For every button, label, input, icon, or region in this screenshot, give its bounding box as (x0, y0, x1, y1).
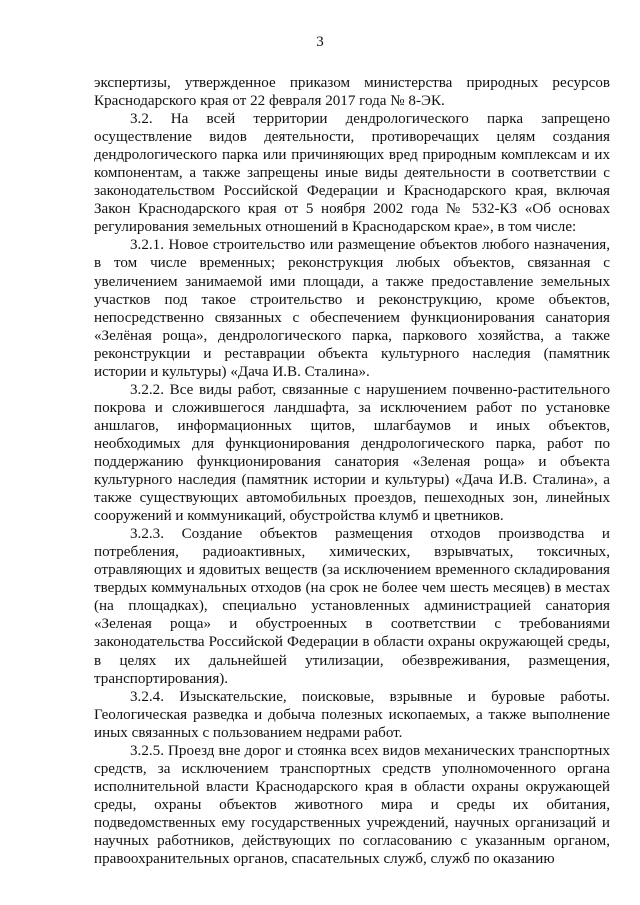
paragraph-3-2-5: 3.2.5. Проезд вне дорог и стоянка всех видов механических транспортных средств, за исключением транспортных средств уполномоченного органа исполнительной власти Краснодарского края в области охраны окружающей среды, охраны объектов животного мира и среды их обитания, подведомственных ему государственных учреждений, научных организаций и научных работников, действующих по согласованию с указанным органом, правоохранительных органов, спасательных служб, служб по оказанию (94, 742, 610, 868)
document-body (94, 74, 610, 868)
page-number: 3 (316, 34, 324, 50)
paragraph-3-2-1: 3.2.1. Новое строительство или размещение объектов любого назначения, в том числе временных; реконструкция любых объектов, связанная с увеличением занимаемой ими площади, а также предоставление земельных участков под такое строительство и реконструкцию, кроме объектов, непосредственно связанных с обеспечением функционирования санатория «Зелёная роща», дендрологического парка, паркового хозяйства, а также реконструкции и реставрации объекта культурного наследия (памятник истории и культуры) «Дача И.В. Сталина». (94, 237, 610, 380)
paragraph-3-2-4: 3.2.4. Изыскательские, поисковые, взрывные и буровые работы. Геологическая разведка и добыча полезных ископаемых, а также выполнение иных связанных с пользованием недрами работ. (94, 688, 610, 741)
paragraph-3-2-3: 3.2.3. Создание объектов размещения отходов производства и потребления, радиоактивных, химических, взрывчатых, токсичных, отравляющих и ядовитых веществ (за исключением временного складирования твердых коммунальных отходов (на срок не более чем шесть месяцев) в местах (на площадках), специально установленных администрацией санатория «Зеленая роща» и обустроенных в соответствии с требованиями законодательства Российской Федерации в области охраны окружающей среды, в целях их дальнейшей утилизации, обезвреживания, размещения, транспортирования). (94, 526, 610, 687)
paragraph-3-2-2: 3.2.2. Все виды работ, связанные с нарушением почвенно-растительного покрова и сложившегося ландшафта, за исключением работ по установке аншлагов, информационных щитов, шлагбаумов и иных объектов, необходимых для функционирования дендрологического парка, работ по поддержанию функционирования санатория «Зеленая роща» и объекта культурного наследия (памятник истории и культуры) «Дача И.В. Сталина», а также существующих автомобильных проездов, пешеходных зон, линейных сооружений и коммуникаций, обустройства клумб и цветников. (94, 381, 610, 525)
paragraph-continuation: экспертизы, утвержденное приказом министерства природных ресурсов Краснодарского края от 22 февраля 2017 года № 8-ЭК. (94, 75, 610, 110)
paragraph-3-2: 3.2. На всей территории дендрологического парка запрещено осуществление видов деятельности, противоречащих целям создания дендрологического парка или причиняющих вред природным комплексам и их компонентам, а также запрещены иные виды деятельности в соответствии с законодательством Российской Федерации и Краснодарского края, включая Закон Краснодарского края от 5 ноября 2002 года № 532-КЗ «Об основах регулирования земельных отношений в Краснодарском крае», в том числе: (94, 111, 610, 236)
